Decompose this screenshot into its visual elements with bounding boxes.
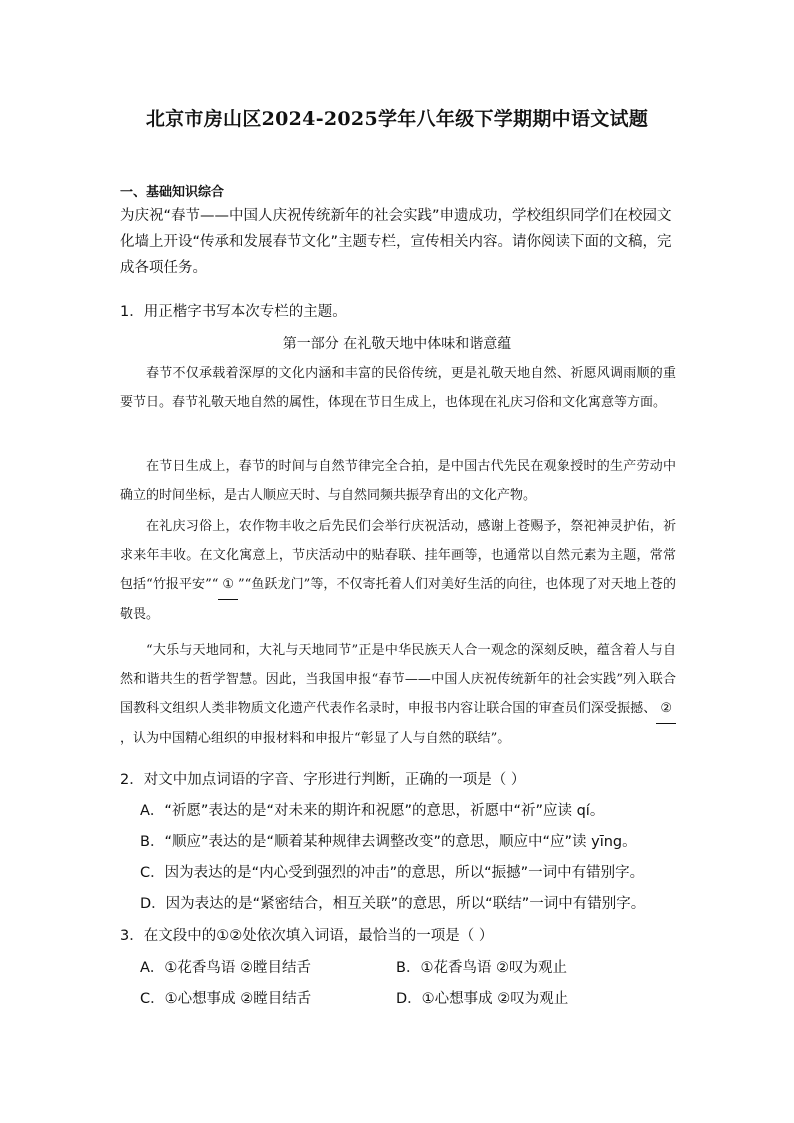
q2-option-b: B．“顺应”表达的是“顺着某种规律去调整改变”的意思，顺应中“应”读 yīng。 <box>140 834 637 850</box>
q2-option-a: A．“祈愿”表达的是“对未来的期许和祝愿”的意思，祈愿中“祈”应读 qí。 <box>140 803 605 819</box>
passage-paragraph-1: 春节不仅承载着深厚的文化内涵和丰富的民俗传统，更是礼敬天地自然、祈愿风调雨顺的重要节日。春节礼敬天地自然的属性，体现在节日生成上，也体现在礼庆习俗和文化寓意等方面。 <box>120 366 676 410</box>
passage-text: “大乐与天地同和，大礼与天地同节”正是中华民族天人合一观念的深刻反映，蕴含着人与自然和谐共生的哲学智慧。因此，当我国申报“春节——中国人庆祝传统新年的社会实践”列入联合国教科文组织人类非物质文化遗产代表作名录时，申报书内容让联合国的审查员们深受振撼、 <box>120 643 676 716</box>
q3-option-c: C．①心想事成 ②瞠目结舌 <box>140 991 312 1007</box>
passage-paragraph-2: 在节日生成上，春节的时间与自然节律完全合拍，是中国古代先民在观象授时的生产劳动中确立的时间坐标，是古人顺应天时、与自然同频共振孕育出的文化产物。 <box>120 459 676 503</box>
question-2: 2．对文中加点词语的字音、字形进行判断，正确的一项是（ ） <box>120 772 526 788</box>
q3-option-d: D．①心想事成 ②叹为观止 <box>396 991 569 1007</box>
passage-paragraph-4 <box>120 636 676 753</box>
q2-option-c: C．因为表达的是“内心受到强烈的冲击”的意思，所以“振撼”一词中有错别字。 <box>140 865 645 881</box>
passage-text: 在礼庆习俗上，农作物丰收之后先民们会举行庆祝活动，感谢上苍赐予，祭祀神灵护佑，祈求来年丰收。在文化寓意上，节庆活动中的贴春联、挂年画等，也通常以自然元素为主题，常常包括“竹报平安”“ <box>120 519 676 592</box>
question-1: 1．用正楷字书写本次专栏的主题。 <box>120 304 347 320</box>
q3-option-a: A．①花香鸟语 ②瞠目结舌 <box>140 960 312 976</box>
passage-paragraph-3 <box>120 512 676 629</box>
passage-text: ”“鱼跃龙门”等，不仅寄托着人们对美好生活的向往，也体现了对天地上苍的敬畏。 <box>120 577 676 622</box>
intro-paragraph: 为庆祝“春节——中国人庆祝传统新年的社会实践”申遗成功，学校组织同学们在校园文化墙上开设“传承和发展春节文化”主题专栏，宣传相关内容。请你阅读下面的文稿，完成各项任务。 <box>120 208 672 276</box>
question-3: 3．在文段中的①②处依次填入词语，最恰当的一项是（ ） <box>120 928 494 944</box>
q3-option-b: B．①花香鸟语 ②叹为观止 <box>396 960 568 976</box>
blank-1: ① <box>218 570 238 600</box>
passage-text: ，认为中国精心组织的申报材料和申报片“彰显了人与自然的联结”。 <box>120 731 511 746</box>
q2-option-d: D．因为表达的是“紧密结合，相互关联”的意思，所以“联结”一词中有错别字。 <box>140 896 646 912</box>
section-heading: 一、基础知识综合 <box>120 185 225 200</box>
page-title: 北京市房山区2024-2025学年八年级下学期期中语文试题 <box>145 108 649 130</box>
part-title: 第一部分 在礼敬天地中体味和谐意蕴 <box>282 336 512 352</box>
blank-2: ② <box>656 694 676 724</box>
